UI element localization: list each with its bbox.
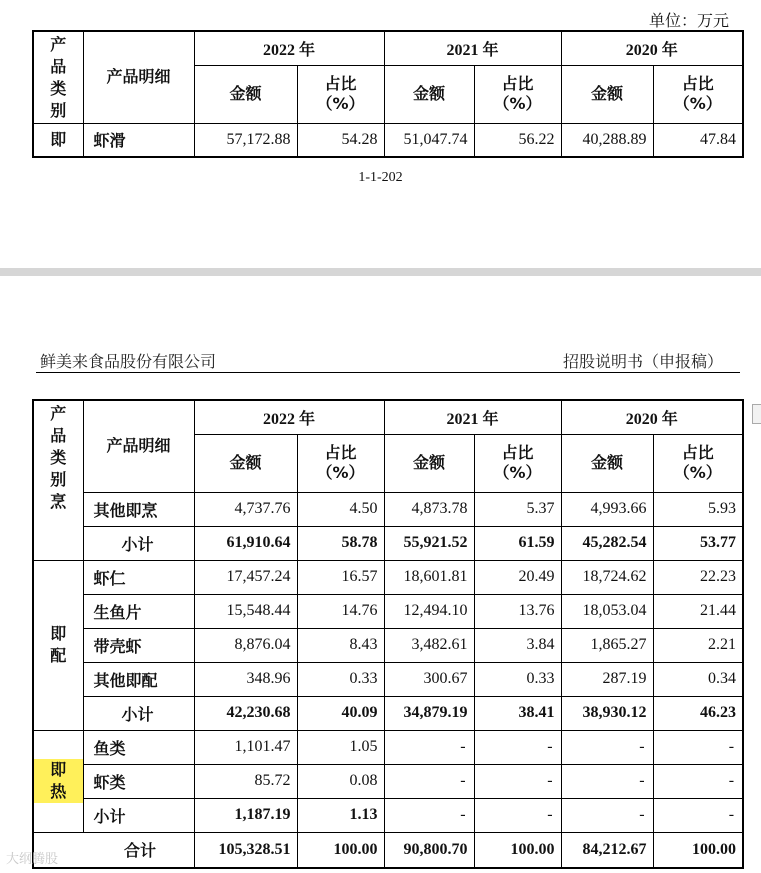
ratio-header: 占比 （%） bbox=[297, 434, 384, 492]
year-2021-header: 2021 年 bbox=[384, 31, 561, 65]
amount-cell: 18,053.04 bbox=[561, 594, 653, 628]
amount-cell: 90,800.70 bbox=[384, 832, 474, 868]
amount-cell: 4,993.66 bbox=[561, 492, 653, 526]
ratio-cell: 22.23 bbox=[653, 560, 743, 594]
subtotal-row bbox=[33, 798, 743, 832]
ratio-cell: - bbox=[474, 764, 561, 798]
product-name: 生鱼片 bbox=[83, 594, 194, 628]
detail-header: 产品明细 bbox=[83, 31, 194, 123]
amount-cell: - bbox=[384, 730, 474, 764]
subtotal-label: 小计 bbox=[83, 526, 194, 560]
page-number: 1-1-202 bbox=[358, 170, 403, 185]
category-cell: 即 热 bbox=[33, 730, 83, 832]
ratio-cell: 100.00 bbox=[297, 832, 384, 868]
amount-cell: 51,047.74 bbox=[384, 123, 474, 157]
category-cell: 即 bbox=[33, 123, 83, 157]
ratio-header: 占比 （%） bbox=[474, 65, 561, 123]
ratio-cell: 0.33 bbox=[297, 662, 384, 696]
table-row bbox=[33, 662, 743, 696]
ratio-cell: 100.00 bbox=[653, 832, 743, 868]
document-title: 招股说明书（申报稿） bbox=[562, 352, 723, 371]
ratio-cell: - bbox=[474, 730, 561, 764]
amount-header: 金额 bbox=[194, 65, 297, 123]
year-2022-header: 2022 年 bbox=[194, 31, 384, 65]
ratio-cell: 58.78 bbox=[297, 526, 384, 560]
ratio-cell: - bbox=[653, 798, 743, 832]
ratio-cell: 0.34 bbox=[653, 662, 743, 696]
ratio-header: 占比 （%） bbox=[297, 65, 384, 123]
subtotal-row bbox=[33, 526, 743, 560]
ratio-cell: 1.13 bbox=[297, 798, 384, 832]
amount-header: 金额 bbox=[194, 434, 297, 492]
ratio-cell: 46.23 bbox=[653, 696, 743, 730]
amount-header: 金额 bbox=[561, 65, 653, 123]
table-row bbox=[33, 730, 743, 764]
ratio-cell: 40.09 bbox=[297, 696, 384, 730]
table-row bbox=[33, 594, 743, 628]
table-row bbox=[33, 492, 743, 526]
amount-cell: 61,910.64 bbox=[194, 526, 297, 560]
amount-cell: 40,288.89 bbox=[561, 123, 653, 157]
detail-header: 产品明细 bbox=[83, 400, 194, 492]
amount-cell: 1,101.47 bbox=[194, 730, 297, 764]
amount-cell: 4,873.78 bbox=[384, 492, 474, 526]
ratio-cell: 5.93 bbox=[653, 492, 743, 526]
ratio-cell: 38.41 bbox=[474, 696, 561, 730]
header-rule bbox=[36, 372, 740, 373]
product-name: 带壳虾 bbox=[83, 628, 194, 662]
ratio-cell: 16.57 bbox=[297, 560, 384, 594]
year-2020-header: 2020 年 bbox=[561, 400, 743, 434]
ratio-cell: 47.84 bbox=[653, 123, 743, 157]
amount-cell: - bbox=[561, 798, 653, 832]
amount-cell: 1,865.27 bbox=[561, 628, 653, 662]
ratio-cell: - bbox=[653, 730, 743, 764]
amount-cell: 17,457.24 bbox=[194, 560, 297, 594]
year-2022-header: 2022 年 bbox=[194, 400, 384, 434]
year-2020-header: 2020 年 bbox=[561, 31, 743, 65]
amount-cell: 57,172.88 bbox=[194, 123, 297, 157]
category-cell: 即 配 bbox=[33, 560, 83, 730]
amount-cell: 38,930.12 bbox=[561, 696, 653, 730]
ratio-cell: 3.84 bbox=[474, 628, 561, 662]
category-header: 产 品 类 别 烹 bbox=[33, 400, 83, 560]
product-name: 其他即配 bbox=[83, 662, 194, 696]
company-name: 鲜美来食品股份有限公司 bbox=[40, 352, 217, 371]
ratio-header: 占比 （%） bbox=[653, 434, 743, 492]
amount-cell: - bbox=[561, 764, 653, 798]
product-name: 其他即烹 bbox=[83, 492, 194, 526]
amount-cell: 105,328.51 bbox=[194, 832, 297, 868]
amount-cell: 85.72 bbox=[194, 764, 297, 798]
amount-cell: 12,494.10 bbox=[384, 594, 474, 628]
ratio-cell: 20.49 bbox=[474, 560, 561, 594]
ratio-cell: 13.76 bbox=[474, 594, 561, 628]
ratio-cell: - bbox=[474, 798, 561, 832]
year-2021-header: 2021 年 bbox=[384, 400, 561, 434]
ratio-cell: - bbox=[653, 764, 743, 798]
ratio-cell: 14.76 bbox=[297, 594, 384, 628]
unit-label: 单位：万元 bbox=[648, 11, 729, 30]
ratio-cell: 0.33 bbox=[474, 662, 561, 696]
amount-cell: 15,548.44 bbox=[194, 594, 297, 628]
amount-cell: 287.19 bbox=[561, 662, 653, 696]
amount-cell: - bbox=[384, 798, 474, 832]
page-gap bbox=[0, 268, 761, 276]
category-header: 产 品 类 别 bbox=[33, 31, 83, 123]
subtotal-row bbox=[33, 696, 743, 730]
ratio-cell: 8.43 bbox=[297, 628, 384, 662]
amount-cell: 45,282.54 bbox=[561, 526, 653, 560]
amount-cell: 55,921.52 bbox=[384, 526, 474, 560]
amount-header: 金额 bbox=[561, 434, 653, 492]
ratio-cell: 0.08 bbox=[297, 764, 384, 798]
table-row bbox=[33, 123, 743, 157]
table-row bbox=[33, 764, 743, 798]
ratio-cell: 2.21 bbox=[653, 628, 743, 662]
amount-cell: 18,601.81 bbox=[384, 560, 474, 594]
amount-cell: 300.67 bbox=[384, 662, 474, 696]
ratio-cell: 53.77 bbox=[653, 526, 743, 560]
amount-cell: 8,876.04 bbox=[194, 628, 297, 662]
ratio-cell: 61.59 bbox=[474, 526, 561, 560]
amount-cell: 34,879.19 bbox=[384, 696, 474, 730]
table-row bbox=[33, 560, 743, 594]
amount-cell: 4,737.76 bbox=[194, 492, 297, 526]
amount-cell: 18,724.62 bbox=[561, 560, 653, 594]
amount-header: 金额 bbox=[384, 65, 474, 123]
amount-cell: 42,230.68 bbox=[194, 696, 297, 730]
product-name: 虾类 bbox=[83, 764, 194, 798]
total-label: 合计 bbox=[33, 832, 194, 868]
ratio-cell: 5.37 bbox=[474, 492, 561, 526]
product-name: 虾滑 bbox=[83, 123, 194, 157]
scroll-edge-marker bbox=[752, 404, 761, 424]
total-row bbox=[33, 832, 743, 868]
ratio-cell: 54.28 bbox=[297, 123, 384, 157]
amount-header: 金额 bbox=[384, 434, 474, 492]
product-name: 虾仁 bbox=[83, 560, 194, 594]
ratio-cell: 56.22 bbox=[474, 123, 561, 157]
ratio-cell: 4.50 bbox=[297, 492, 384, 526]
revenue-table-part2 bbox=[32, 399, 744, 869]
ratio-cell: 100.00 bbox=[474, 832, 561, 868]
ratio-header: 占比 （%） bbox=[653, 65, 743, 123]
amount-cell: - bbox=[561, 730, 653, 764]
revenue-table-part1 bbox=[32, 30, 744, 158]
table-row bbox=[33, 628, 743, 662]
amount-cell: 84,212.67 bbox=[561, 832, 653, 868]
ratio-header: 占比 （%） bbox=[474, 434, 561, 492]
amount-cell: 3,482.61 bbox=[384, 628, 474, 662]
amount-cell: 348.96 bbox=[194, 662, 297, 696]
amount-cell: - bbox=[384, 764, 474, 798]
product-name: 鱼类 bbox=[83, 730, 194, 764]
ratio-cell: 1.05 bbox=[297, 730, 384, 764]
subtotal-label: 小计 bbox=[83, 798, 194, 832]
watermark: 大纲腾股 bbox=[6, 852, 59, 867]
subtotal-label: 小计 bbox=[83, 696, 194, 730]
amount-cell: 1,187.19 bbox=[194, 798, 297, 832]
ratio-cell: 21.44 bbox=[653, 594, 743, 628]
